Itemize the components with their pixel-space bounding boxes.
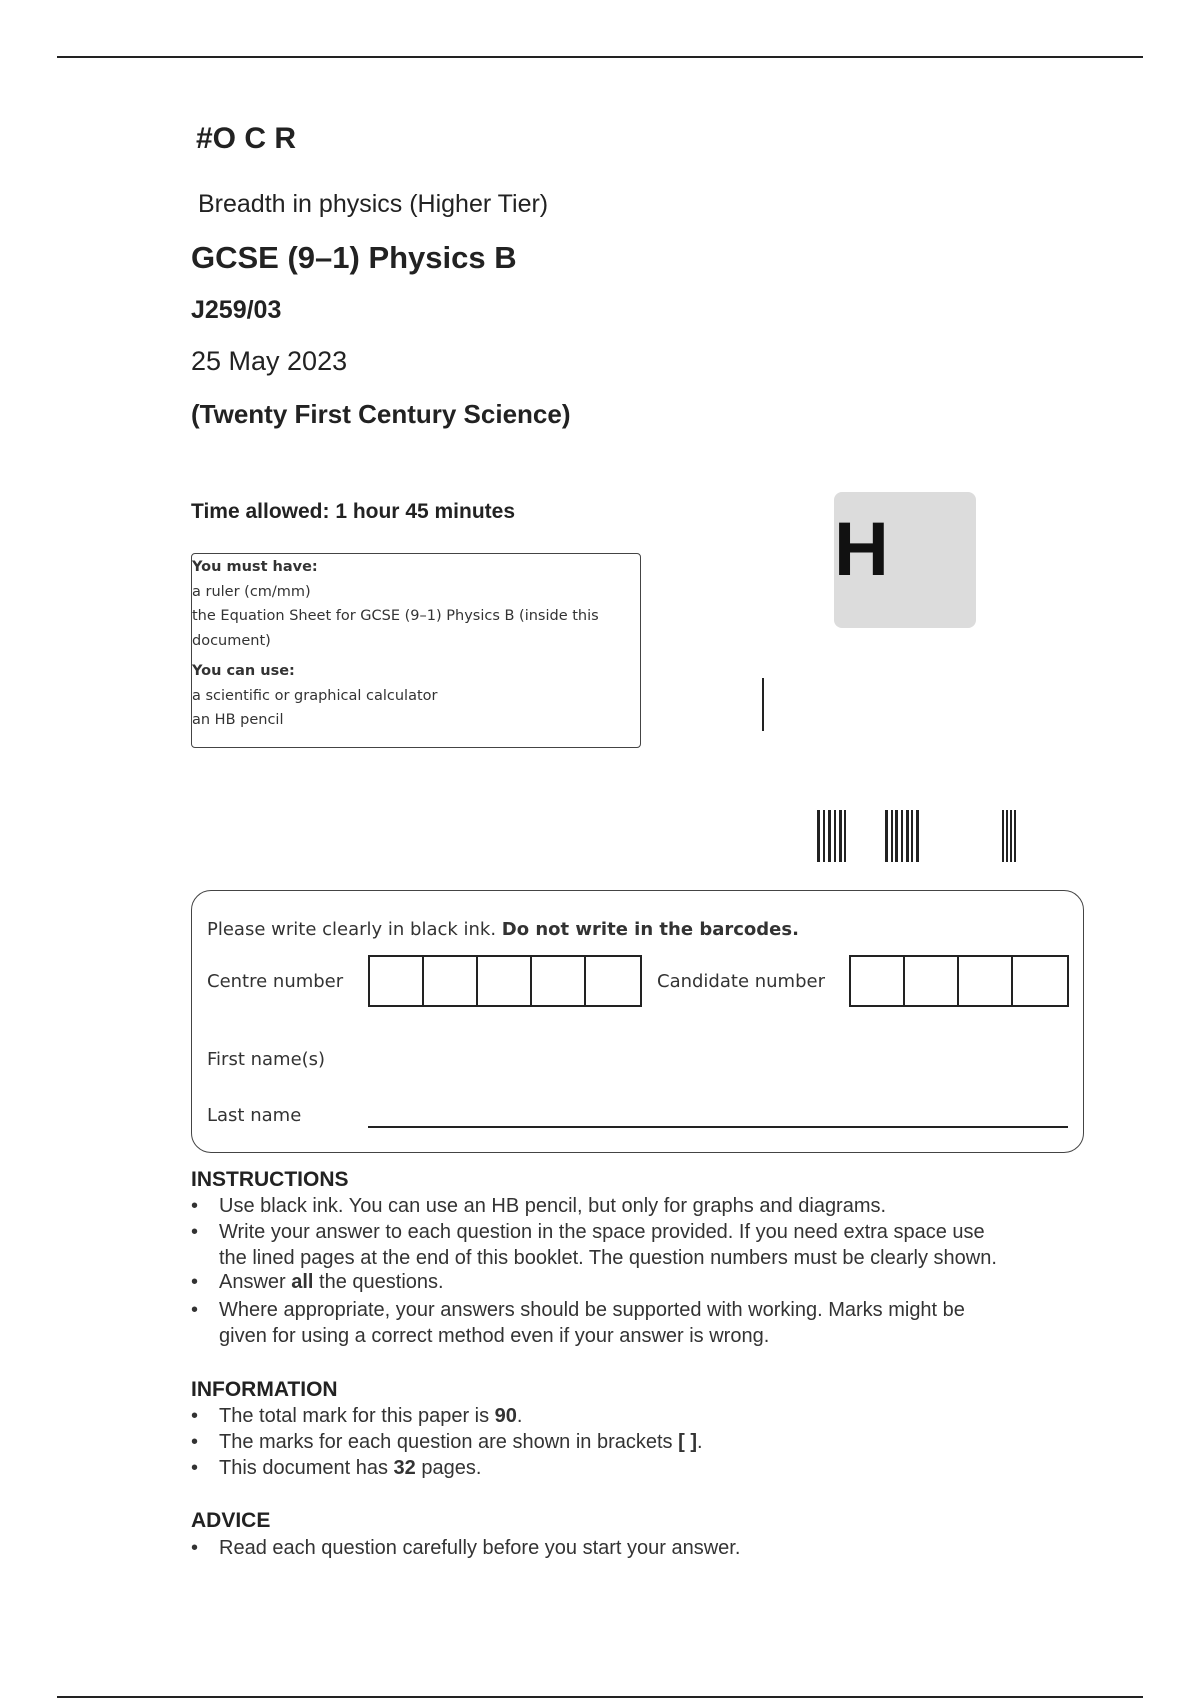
- time-allowed: Time allowed: 1 hour 45 minutes: [191, 500, 516, 523]
- divider-line: [762, 678, 764, 731]
- information-heading: INFORMATION: [191, 1378, 338, 1401]
- barcode-3: [1002, 810, 1016, 862]
- can-use-item: an HB pencil: [192, 712, 284, 728]
- ocr-logo: #O C R: [196, 122, 297, 155]
- paper-subtitle: Breadth in physics (Higher Tier): [198, 190, 549, 218]
- tier-letter: H: [834, 507, 889, 592]
- must-have-item: document): [192, 632, 271, 649]
- can-use-heading: You can use:: [192, 663, 295, 679]
- must-have-heading: You must have:: [192, 559, 318, 575]
- exam-date: 25 May 2023: [191, 346, 348, 376]
- candidate-details-box: [191, 890, 1084, 1153]
- paper-code: J259/03: [191, 296, 282, 324]
- advice-heading: ADVICE: [191, 1509, 271, 1532]
- instructions-heading: INSTRUCTIONS: [191, 1168, 349, 1191]
- last-name-label: Last name: [207, 1105, 302, 1126]
- can-use-item: a scientific or graphical calculator: [192, 687, 438, 704]
- qualification-title: GCSE (9–1) Physics B: [191, 240, 517, 275]
- suite-name: (Twenty First Century Science): [191, 399, 571, 429]
- barcode-1: [817, 810, 847, 862]
- top-rule: [57, 56, 1143, 58]
- must-have-item: a ruler (cm/mm): [192, 583, 311, 600]
- candidate-instruction: Please write clearly in black ink. Do not write in the barcodes.: [207, 919, 799, 940]
- materials-box: [191, 553, 641, 748]
- first-name-label: First name(s): [207, 1049, 326, 1070]
- bottom-rule: [57, 1696, 1143, 1698]
- candidate-number-label: Candidate number: [657, 971, 825, 992]
- barcode-2: [885, 810, 921, 862]
- centre-number-label: Centre number: [207, 971, 344, 992]
- candidate-number-input[interactable]: [849, 955, 1069, 1007]
- centre-number-input[interactable]: [368, 955, 642, 1007]
- must-have-item: the Equation Sheet for GCSE (9–1) Physics B (inside this: [192, 608, 599, 624]
- tier-badge: [834, 492, 976, 628]
- last-name-field[interactable]: [368, 1126, 1068, 1128]
